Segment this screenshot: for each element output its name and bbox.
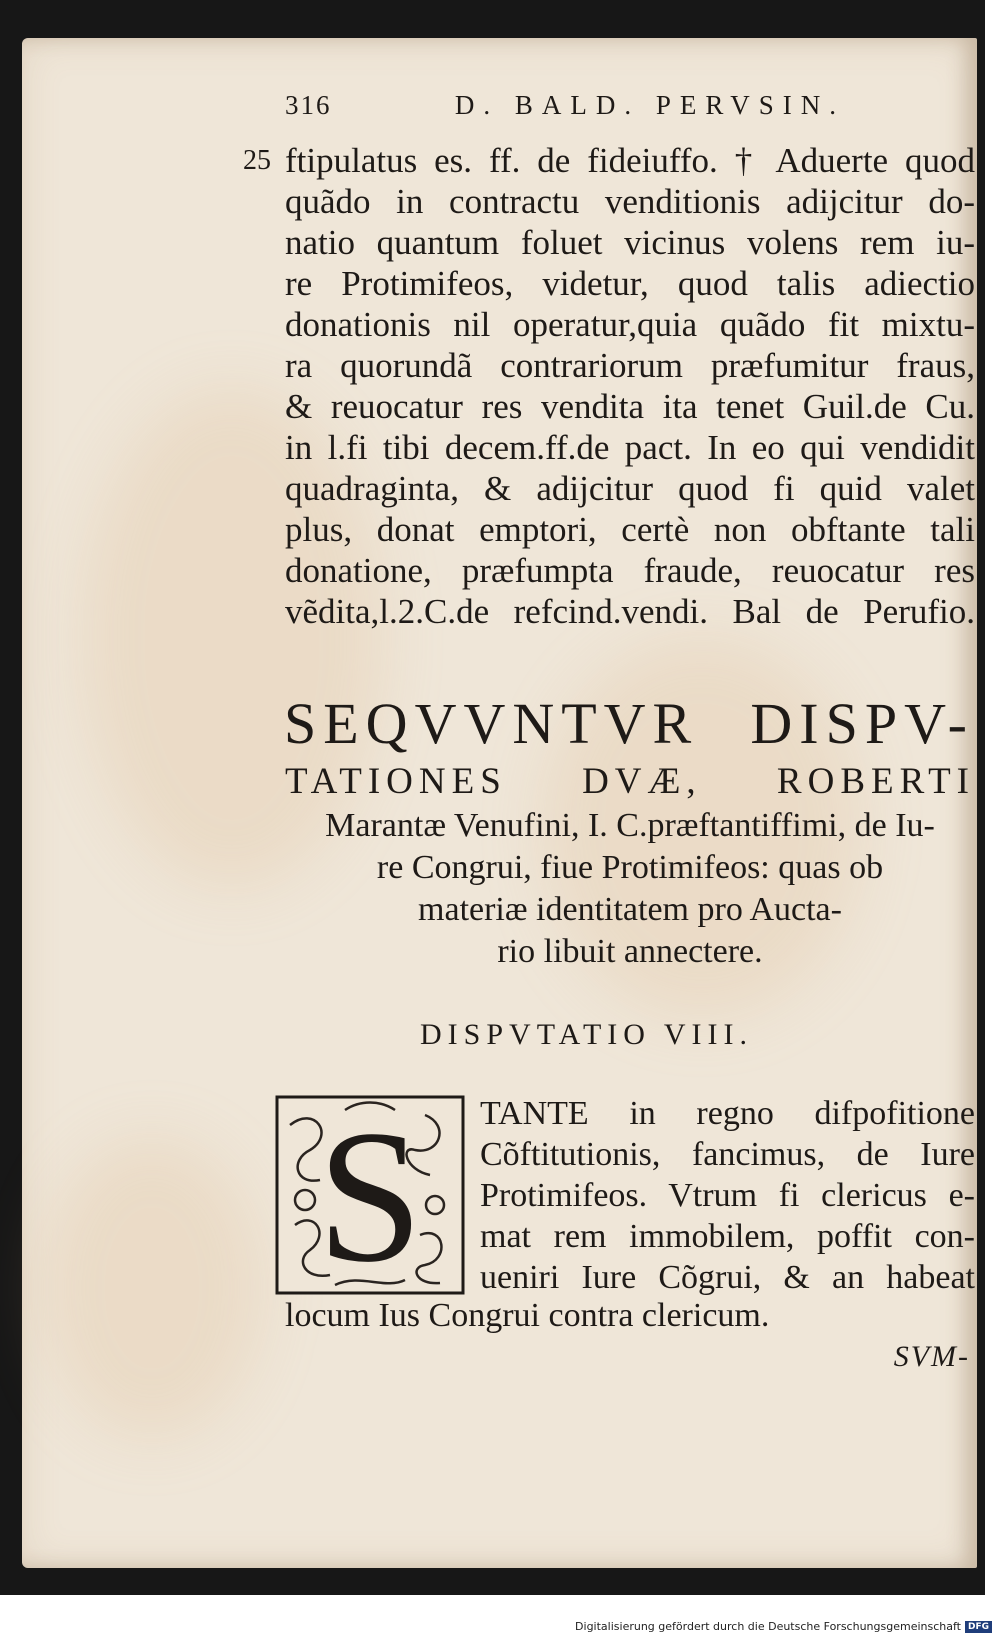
text-line: Cõftitutionis, fancimus, de Iure: [480, 1136, 975, 1173]
subtitle-line: re Congrui, fiue Protimifeos: quas ob: [376, 849, 884, 886]
disputatio-heading: DISPVTATIO VIII.: [420, 1018, 754, 1051]
section-subtitle: [285, 805, 975, 973]
text-line: TANTE in regno difpofitione: [480, 1095, 975, 1132]
margin-number: 25: [243, 145, 271, 176]
text-line: vẽdita,l.2.C.de refcind.vendi. Bal de Perufio.: [285, 592, 975, 631]
drop-initial-letter: S: [317, 1095, 423, 1295]
text-line: ftipulatus es. ff. de fideiuffo. † Aduerte quod: [285, 141, 975, 180]
body-paragraph: [285, 140, 975, 632]
running-head: [285, 90, 845, 121]
ornamental-initial: [275, 1095, 465, 1295]
text-line: re Protimifeos, videtur, quod talis adiectio: [285, 264, 975, 303]
paragraph-last-line: locum Ius Congrui contra clericum.: [285, 1297, 770, 1334]
drop-cap-paragraph: [480, 1093, 975, 1298]
subtitle-line: Marantæ Venufini, I. C.præftantiffimi, de Iu-: [325, 807, 935, 844]
section-heading-line1: SEQVVNTVR DISPV-: [284, 691, 974, 756]
text-line: ueniri Iure Cõgrui, & an habeat: [480, 1259, 975, 1296]
text-line: mat rem immobilem, poffit con-: [480, 1218, 975, 1255]
text-line: quadraginta, & adijcitur quod fi quid valet: [285, 469, 975, 508]
text-line: ra quorundã contrariorum præfumitur fraus,: [285, 346, 975, 385]
text-line: Protimifeos. Vtrum fi clericus e-: [480, 1177, 975, 1214]
text-line: plus, donat emptori, certè non obftante tali: [285, 510, 975, 549]
text-line: natio quantum foluet vicinus volens rem iu-: [285, 223, 975, 262]
text-line: donationis nil operatur,quia quãdo fit mixtu-: [285, 305, 975, 344]
subtitle-line: materiæ identitatem pro Aucta-: [418, 891, 842, 928]
footer-text: Digitalisierung gefördert durch die Deutsche Forschungsgemeinschaft: [575, 1620, 961, 1633]
text-line: & reuocatur res vendita ita tenet Guil.de Cu.: [285, 387, 975, 426]
dfg-logo: DFG: [965, 1621, 992, 1633]
subtitle-line: rio libuit annectere.: [497, 933, 763, 970]
digitization-footer: [575, 1620, 992, 1633]
text-line: quãdo in contractu venditionis adijcitur do-: [285, 182, 975, 221]
page-number: 316: [285, 90, 332, 120]
section-heading-line2: TATIONES DVÆ, ROBERTI: [285, 761, 975, 802]
catchword: SVM-: [893, 1340, 970, 1373]
running-title: D. BALD. PERVSIN.: [454, 90, 845, 120]
text-line: in l.fi tibi decem.ff.de pact. In eo qui vendidit: [285, 428, 975, 467]
text-line: donatione, præfumpta fraude, reuocatur res: [285, 551, 975, 590]
